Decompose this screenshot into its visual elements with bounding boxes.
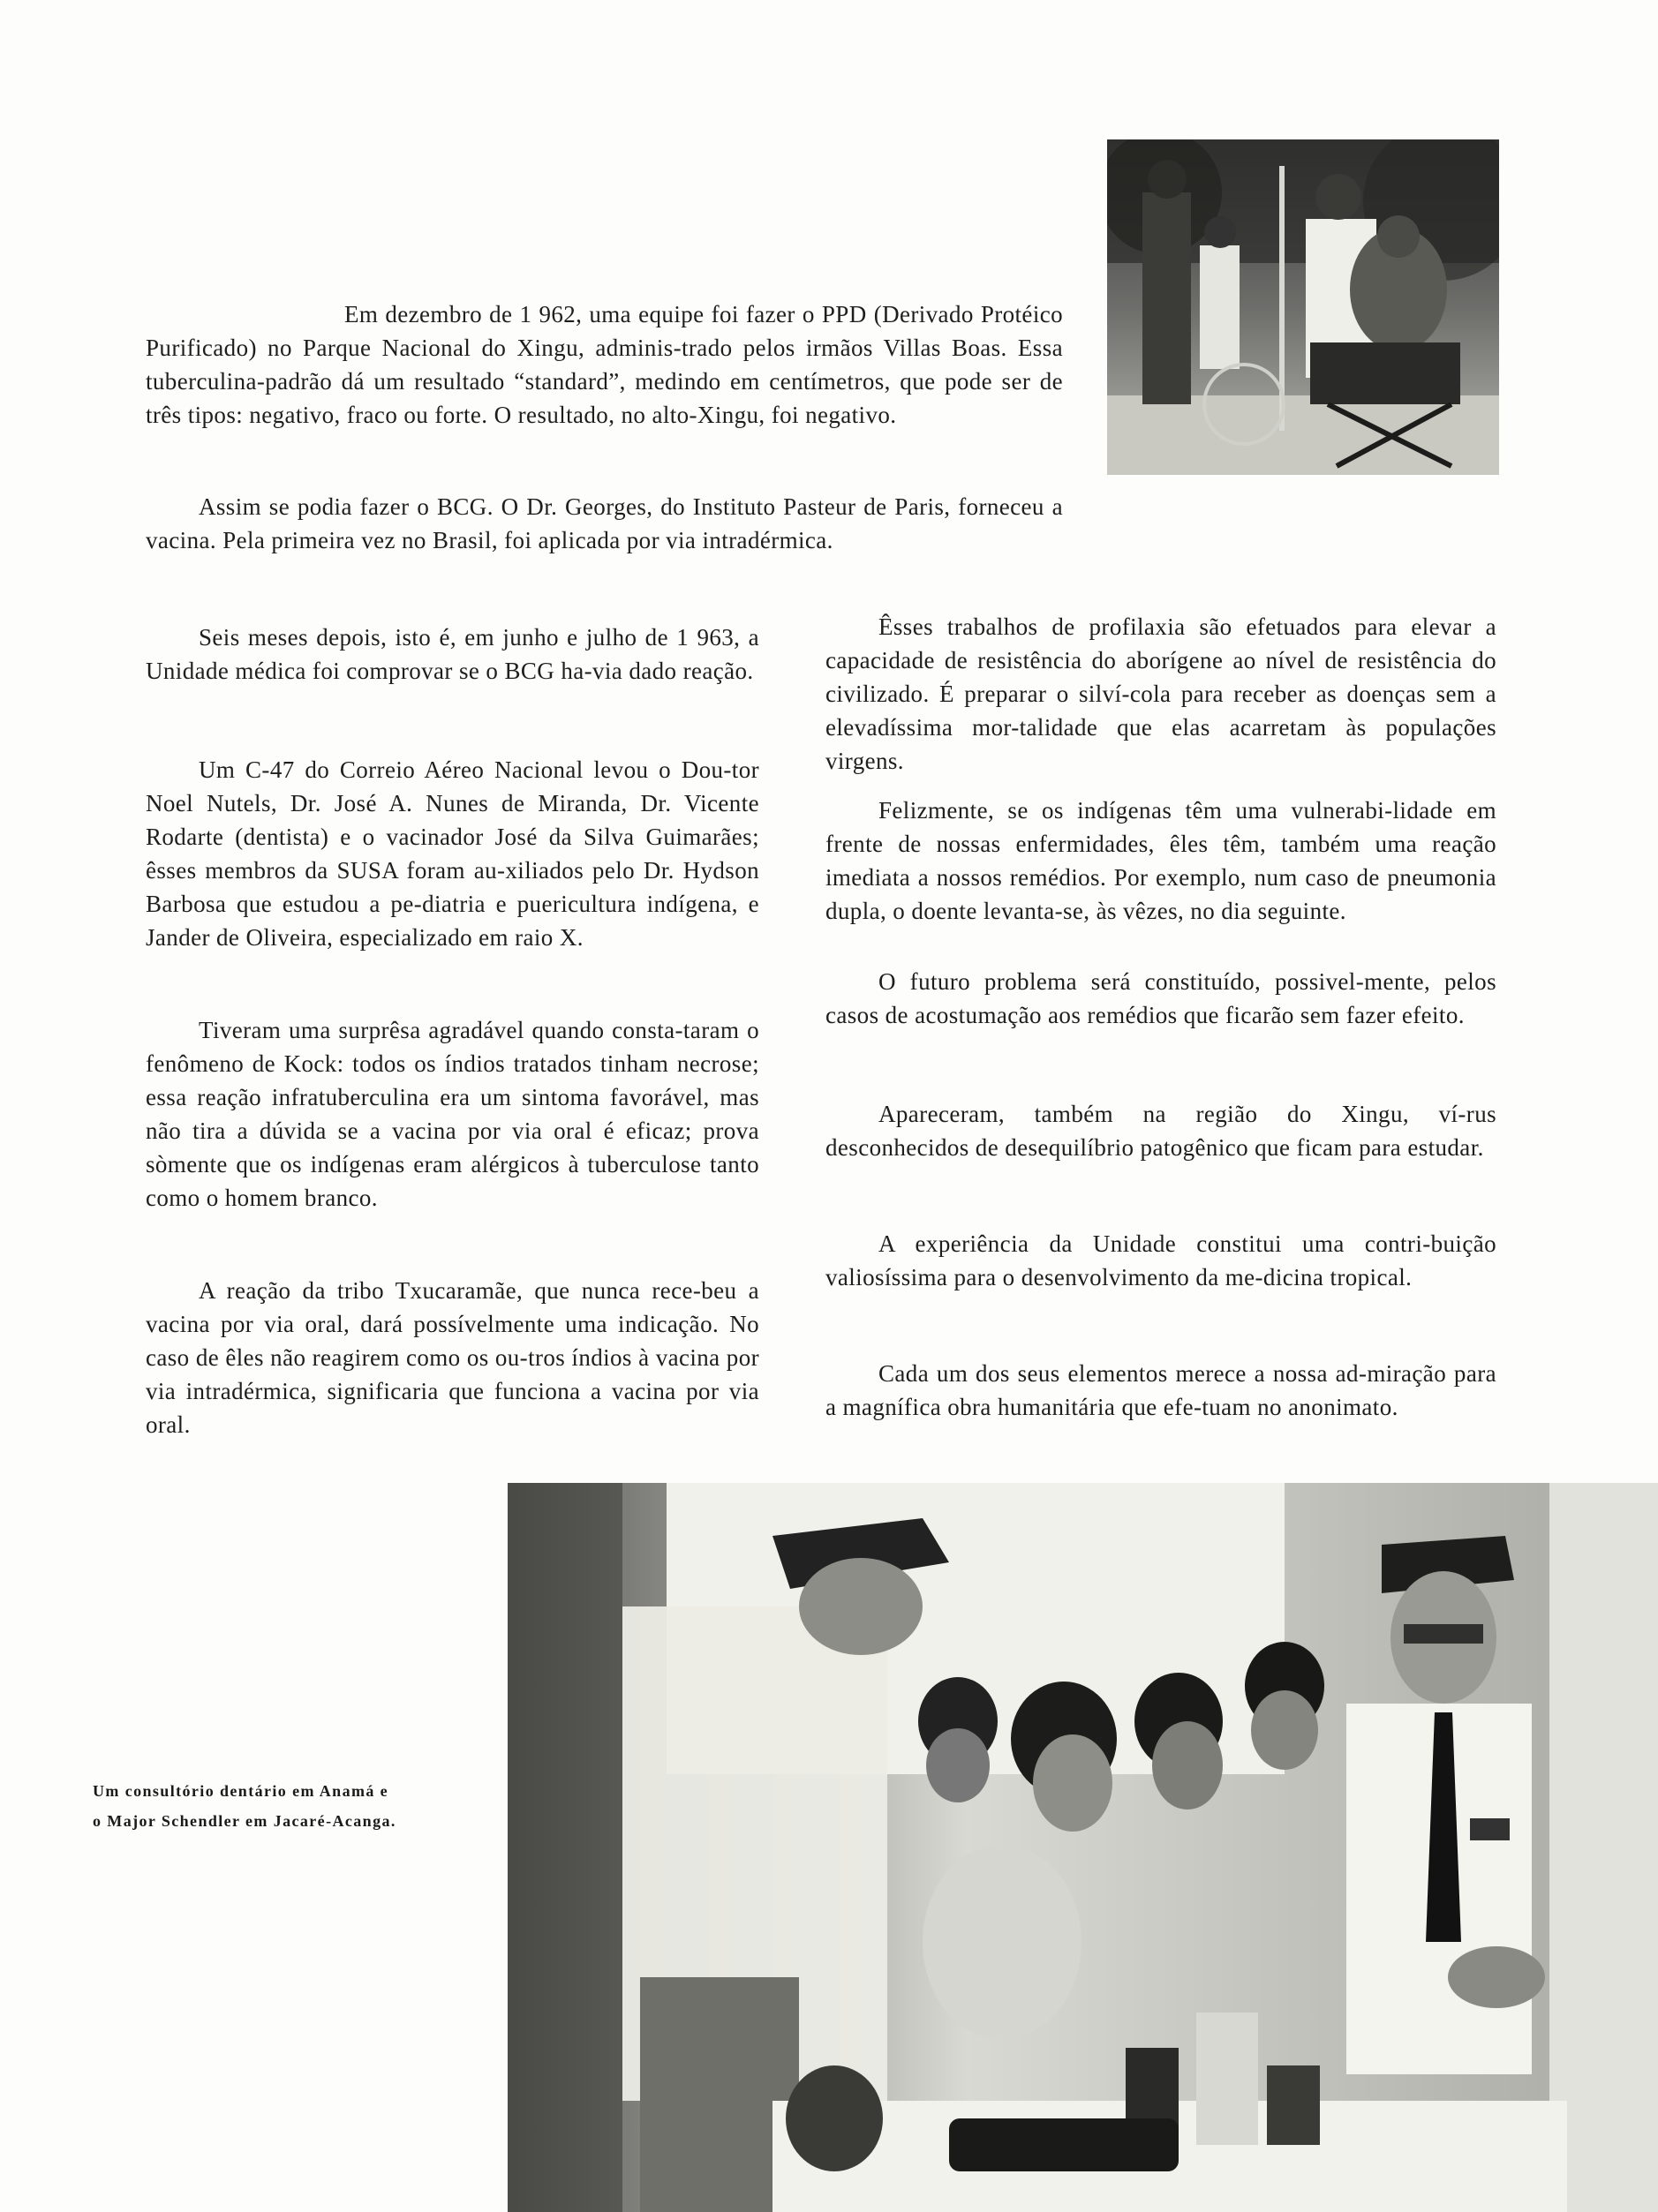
officers-clinic-photo-drawing	[508, 1483, 1658, 2212]
paragraph-kock-phenomenon-text: Tiveram uma surprêsa agradável quando consta-taram o fenômeno de Kock: todos os índios tratados tinham necrose; essa reação infratuberculina era um sintoma favorável, mas não tira a dúvida se a vacina por via oral é eficaz; prova sòmente que os indígenas eram alérgicos à tuberculose tanto como o homem branco.	[146, 1017, 759, 1211]
photo-caption-line-1: Um consultório dentário em Anamá e	[93, 1782, 389, 1800]
photo-caption-line-2: o Major Schendler em Jacaré-Acanga.	[93, 1812, 396, 1830]
paragraph-six-months	[146, 621, 759, 688]
paragraph-prophylaxis-text: Êsses trabalhos de profilaxia são efetuados para elevar a capacidade de resistência do aborígene ao nível de resistência do civilizado. É preparar o silví-cola para receber as doenças sem a elevadíssima mor-talidade que elas acarretam às populações virgens.	[825, 613, 1496, 774]
paragraph-six-months-text: Seis meses depois, isto é, em junho e julho de 1 963, a Unidade médica foi comprovar se o BCG ha-via dado reação.	[146, 624, 759, 684]
paragraph-future-problem	[825, 965, 1496, 1032]
dental-exam-photo	[1107, 139, 1499, 475]
paragraph-future-problem-text: O futuro problema será constituído, possivel-mente, pelos casos de acostumação aos remédios que ficarão sem fazer efeito.	[825, 968, 1496, 1028]
paragraph-prophylaxis	[825, 610, 1496, 778]
paragraph-ppd-test	[146, 297, 1063, 432]
paragraph-txucaramae-text: A reação da tribo Txucaramãe, que nunca rece-beu a vacina por via oral, dará possívelmente uma indicação. No caso de êles não reagirem como os ou-tros índios à vacina por via intradérmica, significaria que funciona a vacina por via oral.	[146, 1277, 759, 1438]
paragraph-contribution	[825, 1227, 1496, 1294]
photo-caption	[93, 1776, 499, 1836]
paragraph-admiration-text: Cada um dos seus elementos merece a nossa ad-miração para a magnífica obra humanitária que efe-tuam no anonimato.	[825, 1360, 1496, 1420]
officers-clinic-photo	[508, 1483, 1658, 2212]
paragraph-contribution-text: A experiência da Unidade constitui uma contri-buição valiosíssima para o desenvolvimento da me-dicina tropical.	[825, 1230, 1496, 1290]
paragraph-viruses-text: Apareceram, também na região do Xingu, ví-rus desconhecidos de desequilíbrio patogênico que ficam para estudar.	[825, 1101, 1496, 1161]
paragraph-c47-team	[146, 753, 759, 954]
paragraph-bcg	[146, 490, 1063, 557]
paragraph-kock-phenomenon	[146, 1013, 759, 1215]
paragraph-vulnerability	[825, 794, 1496, 928]
paragraph-txucaramae	[146, 1274, 759, 1441]
paragraph-c47-team-text: Um C-47 do Correio Aéreo Nacional levou o Dou-tor Noel Nutels, Dr. José A. Nunes de Miranda, Dr. Vicente Rodarte (dentista) e o vacinador José da Silva Guimarães; êsses membros da SUSA foram au-xiliados pelo Dr. Hydson Barbosa que estudou a pe-diatria e puericultura indígena, e Jander de Oliveira, especializado em raio X.	[146, 756, 759, 951]
paragraph-admiration	[825, 1357, 1496, 1424]
paragraph-ppd-test-text: Em dezembro de 1 962, uma equipe foi fazer o PPD (Derivado Protéico Purificado) no Parque Nacional do Xingu, adminis-trado pelos irmãos Villas Boas. Essa tuberculina-padrão dá um resultado “standard”, medindo em centímetros, que pode ser de três tipos: negativo, fraco ou forte. O resultado, no alto-Xingu, foi negativo.	[146, 301, 1063, 428]
paragraph-bcg-text: Assim se podia fazer o BCG. O Dr. Georges, do Instituto Pasteur de Paris, forneceu a vacina. Pela primeira vez no Brasil, foi aplicada por via intradérmica.	[146, 493, 1063, 553]
paragraph-vulnerability-text: Felizmente, se os indígenas têm uma vulnerabi-lidade em frente de nossas enfermidades, êles têm, também uma reação imediata a nossos remédios. Por exemplo, num caso de pneumonia dupla, o doente levanta-se, às vêzes, no dia seguinte.	[825, 797, 1496, 924]
dental-exam-photo-drawing	[1107, 139, 1499, 475]
paragraph-viruses	[825, 1097, 1496, 1164]
